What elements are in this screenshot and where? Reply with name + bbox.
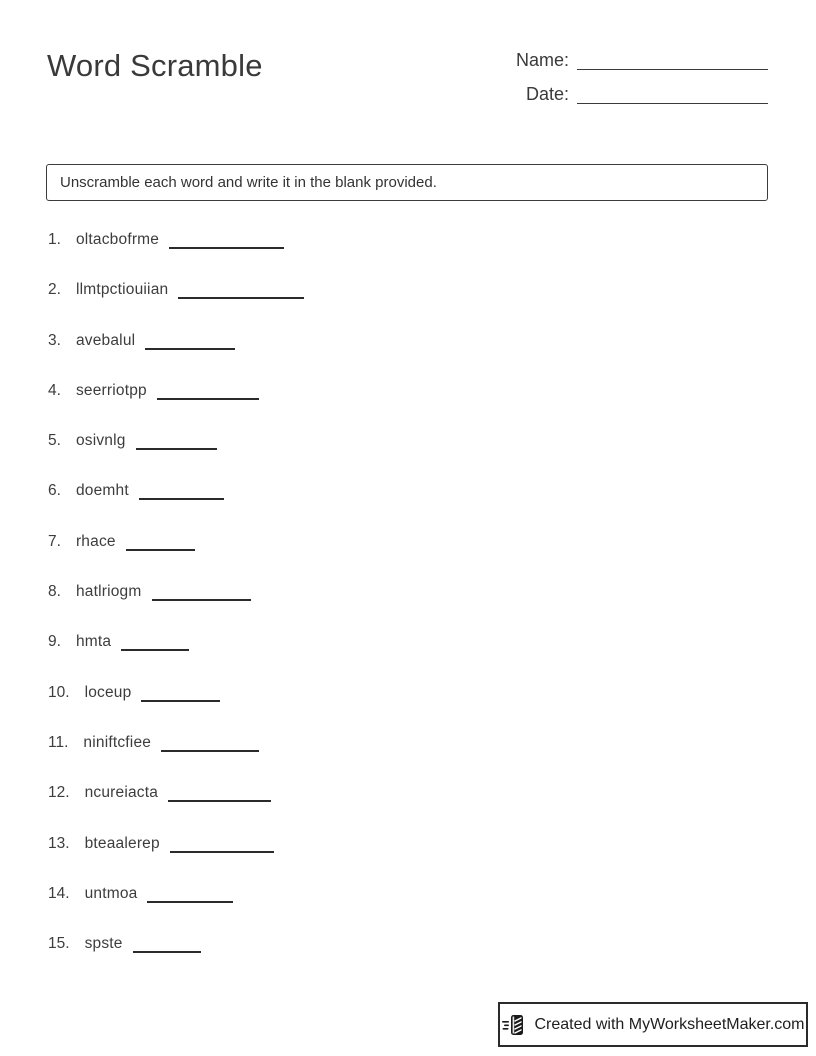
- scramble-item: [48, 734, 304, 784]
- scramble-item: [48, 885, 304, 935]
- scramble-item: [48, 684, 304, 734]
- scramble-item: [48, 281, 304, 331]
- scrambled-word: avebalul: [75, 331, 136, 349]
- answer-blank-line[interactable]: [161, 738, 259, 752]
- answer-blank-line[interactable]: [169, 235, 284, 249]
- item-number: 8.: [48, 583, 61, 601]
- instruction-text: Unscramble each word and write it in the blank provided.: [60, 174, 437, 191]
- date-label: Date:: [525, 84, 569, 104]
- credit-box: [498, 1002, 808, 1047]
- scrambled-word: rhace: [75, 532, 116, 550]
- scrambled-word: doemht: [75, 482, 129, 500]
- scramble-item: [48, 784, 304, 834]
- answer-blank-line[interactable]: [141, 688, 220, 702]
- item-number: 11.: [48, 733, 69, 751]
- answer-blank-line[interactable]: [152, 587, 251, 601]
- scramble-item: [48, 382, 304, 432]
- name-label: Name:: [515, 50, 569, 70]
- item-number: 5.: [48, 432, 61, 450]
- item-number: 9.: [48, 633, 61, 651]
- item-number: 1.: [48, 231, 61, 248]
- answer-blank-line[interactable]: [178, 285, 304, 299]
- item-number: 15.: [48, 935, 70, 953]
- answer-blank-line[interactable]: [139, 486, 224, 500]
- item-number: 7.: [48, 532, 61, 550]
- scramble-item: [48, 633, 304, 683]
- scrambled-word: oltacbofrme: [75, 231, 160, 248]
- answer-blank-line[interactable]: [133, 939, 201, 953]
- scrambled-word: bteaalerep: [84, 834, 160, 852]
- scrambled-word: hmta: [75, 633, 112, 651]
- answer-blank-line[interactable]: [136, 436, 217, 450]
- scramble-item: [48, 935, 304, 985]
- item-number: 6.: [48, 482, 61, 500]
- item-number: 10.: [48, 683, 70, 701]
- instruction-box: [46, 164, 768, 201]
- scrambled-word: osivnlg: [75, 432, 126, 450]
- scrambled-word: loceup: [84, 683, 132, 701]
- answer-blank-line[interactable]: [147, 889, 233, 903]
- scramble-item: [48, 583, 304, 633]
- name-row: [516, 50, 768, 72]
- scramble-item: [48, 432, 304, 482]
- scramble-list: [48, 231, 304, 985]
- scrambled-word: seerriotpp: [75, 381, 147, 399]
- scrambled-word: untmoa: [84, 884, 138, 902]
- scrambled-word: niniftcfiee: [83, 733, 152, 751]
- item-number: 14.: [48, 884, 70, 902]
- answer-blank-line[interactable]: [126, 537, 195, 551]
- scramble-item: [48, 533, 304, 583]
- answer-blank-line[interactable]: [121, 637, 189, 651]
- item-number: 12.: [48, 784, 70, 802]
- scramble-item: [48, 835, 304, 885]
- scrambled-word: spste: [84, 935, 123, 953]
- item-number: 4.: [48, 381, 61, 399]
- scramble-item: [48, 482, 304, 532]
- scramble-item: [48, 231, 304, 281]
- answer-blank-line[interactable]: [170, 839, 274, 853]
- answer-blank-line[interactable]: [168, 788, 271, 802]
- answer-blank-line[interactable]: [157, 386, 259, 400]
- scrambled-word: llmtpctiouiian: [75, 281, 169, 299]
- worksheet-maker-logo-icon: [501, 1012, 527, 1038]
- credit-text: Created with MyWorksheetMaker.com: [534, 1015, 805, 1033]
- scrambled-word: hatlriogm: [75, 583, 142, 601]
- item-number: 3.: [48, 331, 61, 349]
- scrambled-word: ncureiacta: [84, 784, 159, 802]
- item-number: 2.: [48, 281, 61, 299]
- date-row: [526, 84, 768, 106]
- answer-blank-line[interactable]: [145, 336, 235, 350]
- scramble-item: [48, 332, 304, 382]
- name-blank-line[interactable]: [577, 69, 768, 70]
- date-blank-line[interactable]: [577, 103, 768, 104]
- page-title: Word Scramble: [47, 48, 263, 83]
- name-date-block: [516, 50, 768, 106]
- item-number: 13.: [48, 834, 70, 852]
